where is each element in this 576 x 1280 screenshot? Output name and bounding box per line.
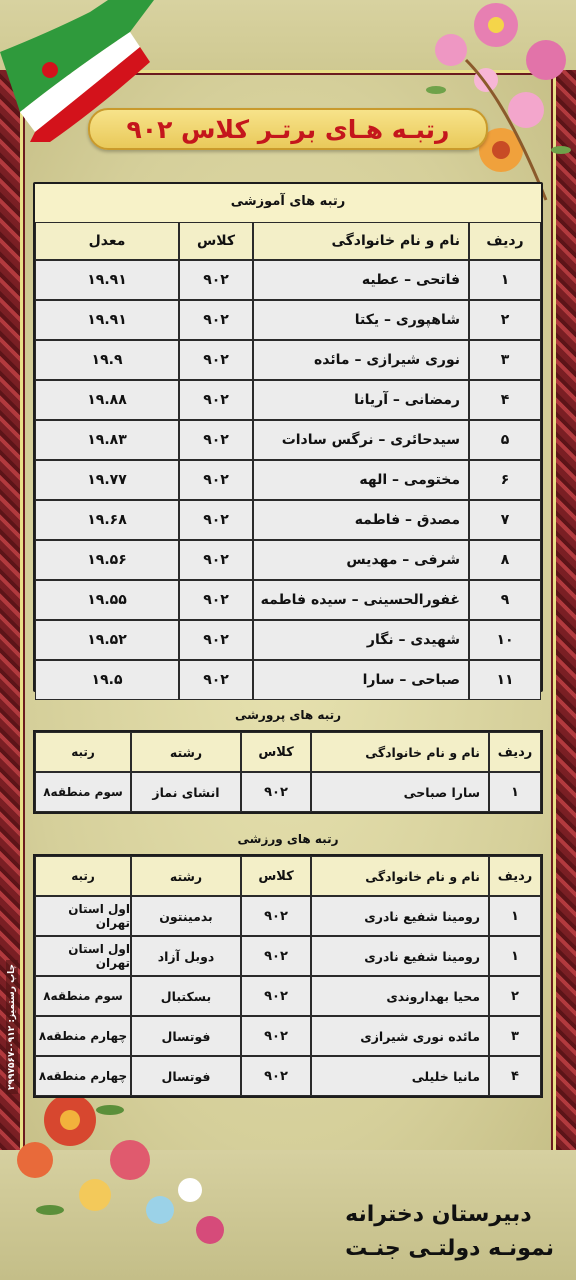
average-value: ۱۹.۵۲: [35, 620, 179, 660]
page-title: رتبـه هـای برتـر کلاس ۹۰۲: [126, 114, 450, 144]
class-value: ۹۰۲: [179, 580, 253, 620]
rank-value: چهارم منطقه۸: [35, 1056, 131, 1096]
table-header-row: [35, 732, 541, 772]
row-idx: ۲: [469, 300, 541, 340]
sports-ranks-section: [33, 824, 543, 1098]
student-name: سارا صباحی: [311, 772, 489, 812]
class-value: ۹۰۲: [179, 500, 253, 540]
class-value: ۹۰۲: [179, 300, 253, 340]
table-row: [35, 772, 541, 812]
class-value: ۹۰۲: [179, 420, 253, 460]
school-line-1: دبیرستان دخترانه: [345, 1202, 532, 1227]
student-name: غفورالحسینی – سیده فاطمه: [253, 580, 469, 620]
section-title: رتبه های پرورشی: [234, 708, 342, 722]
table-row: [35, 260, 541, 300]
class-value: ۹۰۲: [179, 660, 253, 700]
header-name: نام و نام خانوادگی: [311, 732, 489, 772]
student-name: فاتحی – عطیه: [253, 260, 469, 300]
header-average: معدل: [35, 222, 179, 260]
row-idx: ۵: [469, 420, 541, 460]
class-value: ۹۰۲: [241, 1056, 311, 1096]
average-value: ۱۹.۷۷: [35, 460, 179, 500]
class-value: ۹۰۲: [241, 936, 311, 976]
row-idx: ۱۰: [469, 620, 541, 660]
field-value: انشای نماز: [131, 772, 241, 812]
header-class: کلاس: [241, 856, 311, 896]
header-name: نام و نام خانوادگی: [311, 856, 489, 896]
row-idx: ۴: [469, 380, 541, 420]
rank-value: چهارم منطقه۸: [35, 1016, 131, 1056]
student-name: مختومی – الهه: [253, 460, 469, 500]
average-value: ۱۹.۹۱: [35, 260, 179, 300]
table-row: [35, 420, 541, 460]
field-value: فوتسال: [131, 1016, 241, 1056]
table-row: [35, 580, 541, 620]
student-name: صباحی – سارا: [253, 660, 469, 700]
table-header-row: [35, 222, 541, 260]
average-value: ۱۹.۹۱: [35, 300, 179, 340]
class-value: ۹۰۲: [179, 620, 253, 660]
student-name: مصدق – فاطمه: [253, 500, 469, 540]
student-name: مائده نوری شیرازی: [311, 1016, 489, 1056]
header-name: نام و نام خانوادگی: [253, 222, 469, 260]
row-idx: ۹: [469, 580, 541, 620]
class-value: ۹۰۲: [241, 976, 311, 1016]
table-row: [35, 660, 541, 700]
student-name: رومینا شفیع نادری: [311, 896, 489, 936]
header-idx: ردیف: [489, 732, 541, 772]
table-row: [35, 500, 541, 540]
student-name: شاهپوری – یکتا: [253, 300, 469, 340]
rank-value: اول استان تهران: [35, 896, 131, 936]
cultural-ranks-table: [33, 730, 543, 814]
average-value: ۱۹.۵۵: [35, 580, 179, 620]
class-value: ۹۰۲: [179, 340, 253, 380]
row-idx: ۱: [489, 936, 541, 976]
cultural-ranks-section: [33, 700, 543, 814]
table-row: [35, 896, 541, 936]
average-value: ۱۹.۶۸: [35, 500, 179, 540]
educational-ranks-table: [33, 182, 543, 692]
table-row: [35, 540, 541, 580]
average-value: ۱۹.۵: [35, 660, 179, 700]
class-value: ۹۰۲: [179, 260, 253, 300]
table-row: [35, 976, 541, 1016]
student-name: مانیا خلیلی: [311, 1056, 489, 1096]
header-rank: رتبه: [35, 856, 131, 896]
flowers-bottom-icon: [10, 1080, 240, 1250]
row-idx: ۱: [489, 896, 541, 936]
row-idx: ۶: [469, 460, 541, 500]
field-value: دوبل آزاد: [131, 936, 241, 976]
student-name: سیدحائری – نرگس سادات: [253, 420, 469, 460]
row-idx: ۱۱: [469, 660, 541, 700]
header-rank: رتبه: [35, 732, 131, 772]
header-class: کلاس: [179, 222, 253, 260]
row-idx: ۴: [489, 1056, 541, 1096]
header-idx: ردیف: [489, 856, 541, 896]
rank-value: سوم منطقه۸: [35, 772, 131, 812]
section-title: رتبه های آموزشی: [230, 194, 346, 209]
student-name: شرفی – مهدیس: [253, 540, 469, 580]
header-idx: ردیف: [469, 222, 541, 260]
header-class: کلاس: [241, 732, 311, 772]
row-idx: ۷: [469, 500, 541, 540]
class-value: ۹۰۲: [241, 896, 311, 936]
class-value: ۹۰۲: [179, 540, 253, 580]
row-idx: ۱: [489, 772, 541, 812]
table-row: [35, 340, 541, 380]
class-value: ۹۰۲: [241, 772, 311, 812]
row-idx: ۲: [489, 976, 541, 1016]
header-field: رشته: [131, 856, 241, 896]
table-row: [35, 460, 541, 500]
field-value: بسکتبال: [131, 976, 241, 1016]
school-name: [345, 1198, 554, 1266]
class-value: ۹۰۲: [179, 380, 253, 420]
student-name: رمضانی – آریانا: [253, 380, 469, 420]
table-row: [35, 936, 541, 976]
average-value: ۱۹.۸۸: [35, 380, 179, 420]
field-value: بدمینتون: [131, 896, 241, 936]
header-field: رشته: [131, 732, 241, 772]
printer-note: چاپ رستمیز: ۰۹۱۲-۲۹۹۷۵۶۷: [6, 960, 18, 1094]
average-value: ۱۹.۹: [35, 340, 179, 380]
field-value: فوتسال: [131, 1056, 241, 1096]
sports-ranks-table: [33, 854, 543, 1098]
table-row: [35, 300, 541, 340]
student-name: شهیدی – نگار: [253, 620, 469, 660]
section-title: رتبه های ورزشی: [237, 832, 339, 846]
row-idx: ۳: [489, 1016, 541, 1056]
average-value: ۱۹.۵۶: [35, 540, 179, 580]
class-value: ۹۰۲: [179, 460, 253, 500]
student-name: رومینا شفیع نادری: [311, 936, 489, 976]
row-idx: ۱: [469, 260, 541, 300]
school-line-2: نمونـه دولتـی جنـت: [345, 1236, 554, 1261]
table-row: [35, 620, 541, 660]
table-header-row: [35, 856, 541, 896]
title-banner: [88, 108, 488, 150]
student-name: نوری شیرازی – مائده: [253, 340, 469, 380]
table-row: [35, 1056, 541, 1096]
table-row: [35, 1016, 541, 1056]
student-name: محیا بهداروندی: [311, 976, 489, 1016]
average-value: ۱۹.۸۳: [35, 420, 179, 460]
row-idx: ۳: [469, 340, 541, 380]
rank-value: سوم منطقه۸: [35, 976, 131, 1016]
rank-value: اول استان تهران: [35, 936, 131, 976]
row-idx: ۸: [469, 540, 541, 580]
class-value: ۹۰۲: [241, 1016, 311, 1056]
table-row: [35, 380, 541, 420]
